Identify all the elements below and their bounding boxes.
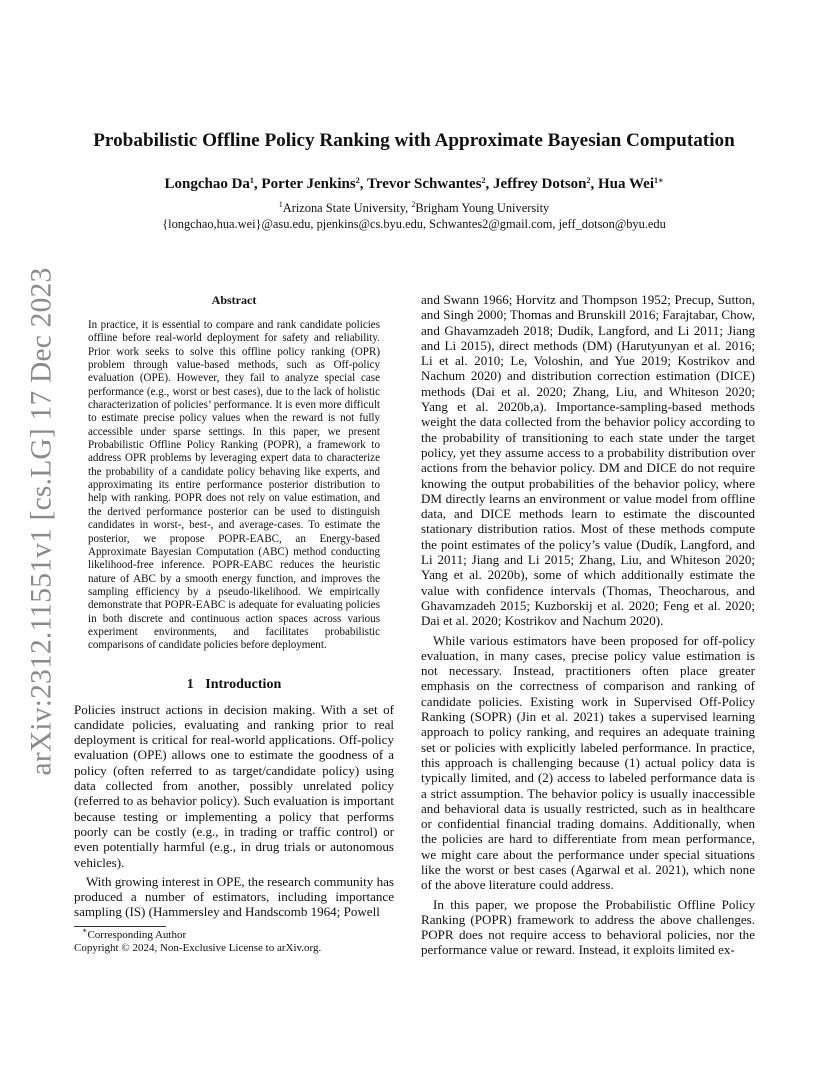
body-paragraph: While various estimators have been proposed for off-policy evaluation, in many cases, precise policy value estimation is not necessary. Instead, practitioners often place greater emphasis on the correctness of comparison and ranking of candidate policies. Existing work in Supervised Off-Policy Ranking (SOPR) (Jin et al. 2021) takes a supervised learning approach to policy ranking, and requires an adequate training set or policies with explicitly labeled performance. In practice, this approach is challenging because (1) actual policy data is typically limited, and (2) access to labeled performance data is a strict assumption. The behavior policy is usually inaccessible and behavioral data is usually restricted, such as in healthcare or confidential financial trading domains. Additionally, when the policies are hard to differentiate from mean performance, we might care about the performance under special situations like the worst or best cases (Agarwal et al. 2021), which none of the above literature could address. <box>421 632 755 893</box>
footnote-copyright: Copyright © 2024, Non-Exclusive License to arXiv.org. <box>74 942 322 954</box>
author-name: Jeffrey Dotson <box>493 176 587 192</box>
author-affiliation-mark: 2 <box>586 176 591 185</box>
intro-paragraph: With growing interest in OPE, the research community has produced a number of estimators, including importance sampling (IS) (Hammersley and Handscomb 1964; Powell <box>74 873 394 920</box>
affiliations <box>40 200 788 216</box>
author-affiliation-mark: 2 <box>481 176 486 185</box>
footnote-divider <box>74 926 166 927</box>
author-name: Longchao Da <box>164 176 250 192</box>
left-column <box>74 292 394 920</box>
footnote-text: Corresponding Author <box>87 929 187 941</box>
arxiv-stamp-text: arXiv:2312.11551v1 [cs.LG] 17 Dec 2023 <box>25 267 58 775</box>
author-name: Trevor Schwantes <box>366 176 482 192</box>
section-number: 1 <box>186 676 194 692</box>
abstract-heading: Abstract <box>211 293 257 307</box>
arxiv-identifier-stamp <box>22 267 62 775</box>
author-name: Hua Wei <box>598 176 654 192</box>
right-column <box>421 292 755 958</box>
abstract-text: In practice, it is essential to compare and rank candidate policies offline before real-world deployment for safety and reliability. Prior work seeks to solve this offline policy ranking (OPR) problem through value-based methods, such as Off-policy evaluation (OPE). However, they fail to analyze special case performance (e.g., worst or best cases), due to the lack of holistic characterization of policies’ performance. It is even more difficult to estimate precise policy values when the reward is not fully accessible under sparse settings. In this paper, we present Probabilistic Offline Policy Ranking (POPR), a framework to address OPR problems by leveraging expert data to characterize the probability of a candidate policy behaving like experts, and approximating its entire performance posterior distribution to help with ranking. POPR does not rely on value estimation, and the derived performance posterior can be used to distinguish candidates in worst-, best-, and average-cases. To estimate the posterior, we propose POPR-EABC, an Energy-based Approximate Bayesian Computation (ABC) method conducting likelihood-free inference. POPR-EABC reduces the heuristic nature of ABC by a smooth energy function, and improves the sampling efficiency by a pseudo-likelihood. We empirically demonstrate that POPR-EABC is adequate for evaluating policies in both discrete and continuous action spaces across various experiment environments, and facilitates probabilistic comparisons of candidate policies before deployment. <box>88 319 380 652</box>
author-affiliation-mark: 1 <box>249 176 254 185</box>
affiliation-mark: 2 <box>411 200 416 209</box>
section-heading-introduction <box>74 676 394 694</box>
author-affiliation-mark: 2 <box>355 176 360 185</box>
affiliation-name: Arizona State University, <box>282 201 412 215</box>
author-affiliation-mark: 1∗ <box>654 176 664 185</box>
author-emails: {longchao,hua.wei}@asu.edu, pjenkins@cs.byu.edu, Schwantes2@gmail.com, jeff_dotson@byu.edu <box>162 217 666 231</box>
paper-title: Probabilistic Offline Policy Ranking with Approximate Bayesian Computation <box>93 130 735 151</box>
author-name: Porter Jenkins <box>261 176 356 192</box>
affiliation-name: Brigham Young University <box>415 201 550 215</box>
author-list: Longchao Da$^1$, Porter Jenkins$^2$, Trevor Schwantes$^2$, Jeffrey Dotson$^2$, Hua Wei$^{1∗}$ <box>164 176 664 192</box>
body-paragraph: In this paper, we propose the Probabilistic Offline Policy Ranking (POPR) framework to address the above challenges. POPR does not require access to behavioral policies, nor the performance value or reward. Instead, it exploits limited ex- <box>421 896 755 958</box>
footnote-mark: ∗ <box>82 926 88 935</box>
affiliation-mark: 1 <box>278 200 283 209</box>
footnote-corresponding-author <box>74 926 404 942</box>
section-title: Introduction <box>205 676 282 692</box>
intro-paragraph: Policies instruct actions in decision making. With a set of candidate policies, evaluating and ranking prior to real deployment is critical for real-world applications. Off-policy evaluation (OPE) allows one to estimate the goodness of a policy (often referred to as target/candidate policy) using data collected from another, possibly unrelated policy (referred to as behavior policy). Such evaluation is important because testing or implementing a policy that performs poorly can be costly (e.g., in trading or traffic control) or even potentially harmful (e.g., in drug trials or autonomous vehicles). <box>74 701 394 870</box>
body-paragraph: and Swann 1966; Horvitz and Thompson 1952; Precup, Sutton, and Singh 2000; Thomas and Brunskill 2016; Farajtabar, Chow, and Ghavamzadeh 2018; Dudík, Langford, and Li 2011; Jiang and Li 2015), direct methods (DM) (Harutyunyan et al. 2016; Li et al. 2010; Le, Voloshin, and Yue 2019; Kostrikov and Nachum 2020) and distribution correction estimation (DICE) methods (Dai et al. 2020; Zhang, Liu, and Whiteson 2020; Yang et al. 2020b,a). Importance-sampling-based methods weight the data collected from the behavior policy according to the probability of transitioning to each state under the target policy, yet they assume access to a probability distribution over actions from the behavior policy. DM and DICE do not require knowing the output probabilities of the behavior policy, where DM directly learns an environment or value model from offline data, and DICE methods learn to estimate the discounted stationary distribution ratios. Most of these methods compute the point estimates of the policy’s value (Dudík, Langford, and Li 2011; Jiang and Li 2015; Zhang, Liu, and Whiteson 2020; Yang et al. 2020b), some of which additionally estimate the value with confidence intervals (Thomas, Theocharous, and Ghavamzadeh 2015; Kuzborskij et al. 2020; Feng et al. 2020; Dai et al. 2020; Kostrikov and Nachum 2020). <box>421 292 755 629</box>
